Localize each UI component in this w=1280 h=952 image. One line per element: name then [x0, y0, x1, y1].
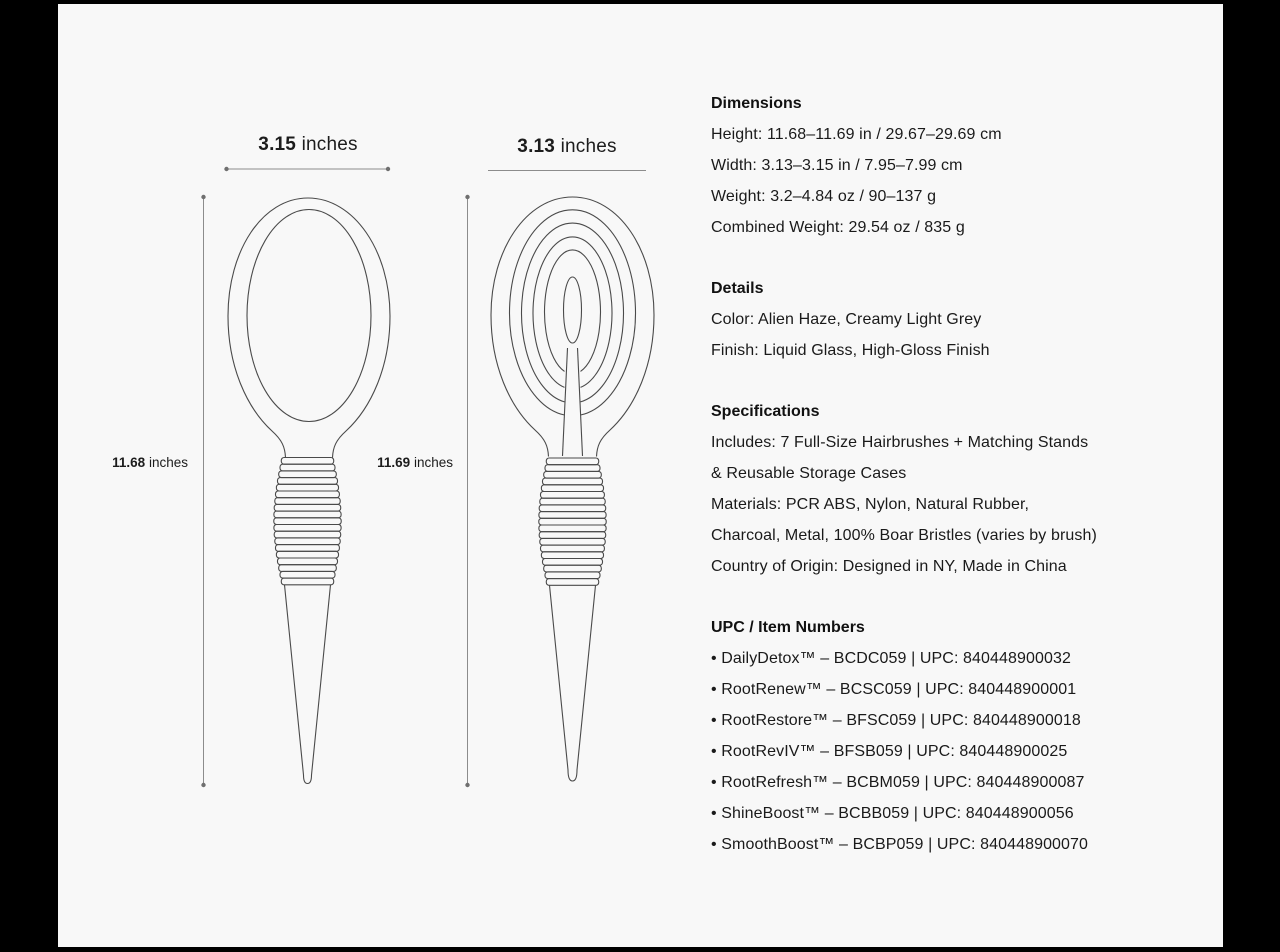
width-unit-right: inches	[560, 136, 617, 157]
specs-includes-line-1: Includes: 7 Full-Size Hairbrushes + Matching Stands	[711, 434, 1089, 451]
width-label-right	[488, 136, 646, 158]
specs-includes-line-2: & Reusable Storage Cases	[711, 465, 907, 482]
upc-item-dailydetox: • DailyDetox™ – BCDC059 | UPC: 840448900032	[711, 650, 1072, 667]
brush-right-grip-ribs	[539, 458, 606, 585]
dimensions-height-line: Height: 11.68–11.69 in / 29.67–29.69 cm	[711, 126, 1002, 143]
brush-drawing-right	[491, 197, 654, 781]
brush-left-inner-oval	[247, 210, 371, 422]
section-upc-item-numbers	[711, 612, 1211, 860]
section-heading-upc: UPC / Item Numbers	[711, 619, 865, 636]
brush-right-handle	[550, 585, 596, 781]
height-label-left	[85, 455, 188, 470]
section-dimensions	[711, 88, 1211, 243]
brush-left-handle	[285, 585, 331, 784]
details-color-line: Color: Alien Haze, Creamy Light Grey	[711, 311, 982, 328]
width-label-left	[227, 134, 389, 156]
specs-materials-line-2: Charcoal, Metal, 100% Boar Bristles (varies by brush)	[711, 527, 1097, 544]
height-unit-right: inches	[413, 455, 453, 470]
width-value-right: 3.13	[517, 136, 556, 157]
dimensions-combined-weight-line: Combined Weight: 29.54 oz / 835 g	[711, 219, 965, 236]
specs-materials-line-1: Materials: PCR ABS, Nylon, Natural Rubber,	[711, 496, 1030, 513]
brush-drawing-left	[228, 198, 390, 784]
width-value-left: 3.15	[258, 134, 297, 155]
section-heading-specifications: Specifications	[711, 403, 820, 420]
width-unit-left: inches	[301, 134, 358, 155]
upc-item-rootrefresh: • RootRefresh™ – BCBM059 | UPC: 840448900087	[711, 774, 1085, 791]
dimensions-weight-line: Weight: 3.2–4.84 oz / 90–137 g	[711, 188, 937, 205]
details-finish-line: Finish: Liquid Glass, High-Gloss Finish	[711, 342, 990, 359]
dimensions-width-line: Width: 3.13–3.15 in / 7.95–7.99 cm	[711, 157, 963, 174]
vent-center-lens	[564, 277, 582, 343]
vent-ring-1	[509, 210, 635, 415]
vent-ring-4	[545, 250, 601, 371]
height-value-right: 11.69	[377, 455, 411, 470]
height-value-left: 11.68	[112, 455, 146, 470]
upc-item-rootreviv: • RootRevIV™ – BFSB059 | UPC: 840448900025	[711, 743, 1068, 760]
measurement-lines	[204, 169, 647, 785]
upc-item-shineboost: • ShineBoost™ – BCBB059 | UPC: 840448900056	[711, 805, 1074, 822]
height-unit-left: inches	[148, 455, 188, 470]
spec-sheet-canvas	[58, 4, 1223, 947]
upc-item-rootrestore: • RootRestore™ – BFSC059 | UPC: 840448900018	[711, 712, 1081, 729]
section-heading-details: Details	[711, 280, 764, 297]
section-details	[711, 273, 1211, 366]
specs-country-line: Country of Origin: Designed in NY, Made in China	[711, 558, 1067, 575]
spec-text-panel	[711, 88, 1211, 860]
upc-item-rootrenew: • RootRenew™ – BCSC059 | UPC: 840448900001	[711, 681, 1077, 698]
height-label-right	[350, 455, 453, 470]
section-heading-dimensions: Dimensions	[711, 95, 802, 112]
section-specifications	[711, 396, 1211, 582]
brush-left-grip-ribs	[274, 458, 341, 585]
upc-item-smoothboost: • SmoothBoost™ – BCBP059 | UPC: 840448900070	[711, 836, 1089, 853]
